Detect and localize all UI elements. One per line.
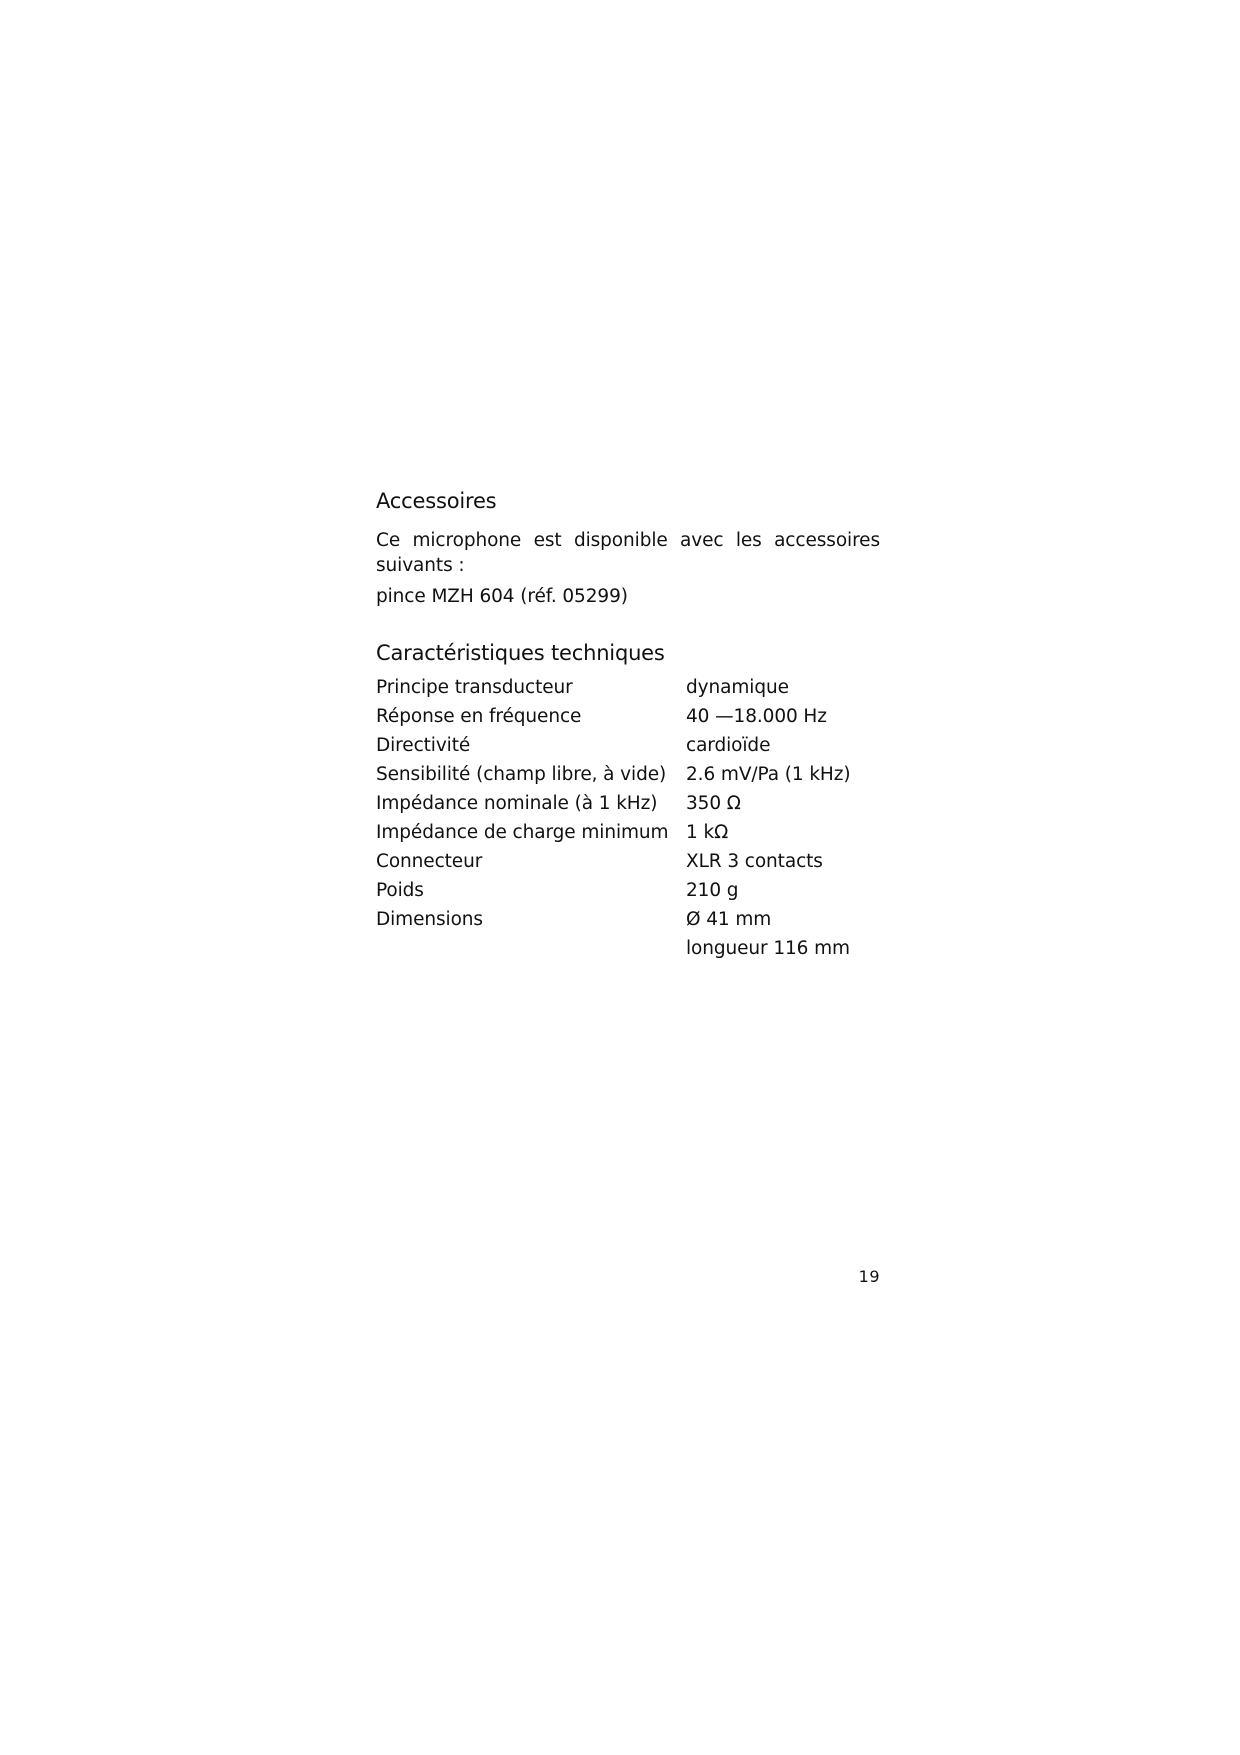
spec-label: Dimensions: [376, 909, 483, 930]
spec-label: [376, 934, 686, 963]
spec-row: [376, 818, 880, 847]
specifications-section: [376, 638, 880, 963]
spec-row: [376, 905, 880, 934]
spec-value: 210 g: [686, 880, 739, 901]
spec-label: Poids: [376, 880, 424, 901]
spec-value: 40 —18.000 Hz: [686, 706, 827, 727]
spec-value: cardioïde: [686, 735, 771, 756]
spec-label: Directivité: [376, 735, 471, 756]
page-number: 19: [858, 1267, 880, 1286]
spec-row: [376, 934, 880, 963]
spec-row: [376, 673, 880, 702]
spec-value: 2.6 mV/Pa (1 kHz): [686, 764, 851, 785]
spec-label: Connecteur: [376, 851, 483, 872]
spec-row: [376, 760, 880, 789]
spec-label: Réponse en fréquence: [376, 706, 582, 727]
spec-row: [376, 731, 880, 760]
spec-value: dynamique: [686, 677, 789, 698]
accessories-heading: Accessoires: [376, 489, 497, 513]
specifications-table: [376, 673, 880, 963]
spec-row: [376, 847, 880, 876]
spec-value: 1 kΩ: [686, 822, 729, 843]
spec-value: longueur 116 mm: [686, 938, 850, 959]
accessories-section: [376, 486, 880, 609]
specifications-heading: Caractéristiques techniques: [376, 641, 665, 665]
spec-row: [376, 789, 880, 818]
accessory-item: pince MZH 604 (réf. 05299): [376, 586, 628, 607]
accessories-intro: Ce microphone est disponible avec les accessoires suivants :: [376, 530, 880, 576]
spec-value: 350 Ω: [686, 793, 741, 814]
spec-row: [376, 876, 880, 905]
spec-label: Impédance de charge minimum: [376, 822, 669, 843]
spec-value: Ø 41 mm: [686, 909, 772, 930]
spec-label: Sensibilité (champ libre, à vide): [376, 764, 667, 785]
spec-label: Impédance nominale (à 1 kHz): [376, 793, 658, 814]
spec-label: Principe transducteur: [376, 677, 573, 698]
page-content: [376, 486, 880, 963]
spec-row: [376, 702, 880, 731]
spec-value: XLR 3 contacts: [686, 851, 823, 872]
